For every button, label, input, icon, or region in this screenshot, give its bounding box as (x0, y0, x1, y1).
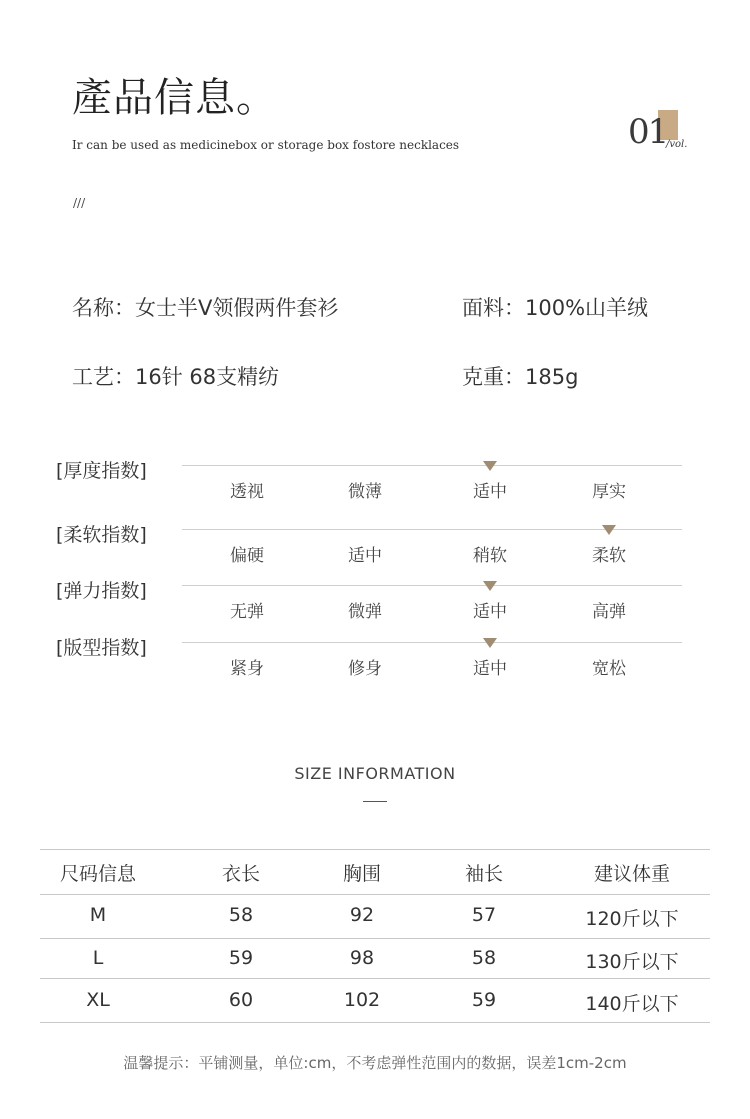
info-name: 名称：女士半V领假两件套衫 (72, 296, 339, 320)
table-header-cell: 袖长 (464, 863, 503, 885)
table-cell: 60 (228, 989, 254, 1011)
measurement-note: 温馨提示：平铺测量，单位:cm，不考虑弹性范围内的数据，误差1cm-2cm (123, 1054, 627, 1072)
table-cell: 130斤以下 (585, 951, 679, 973)
index-line (182, 585, 682, 586)
vol-number: 01 (628, 112, 668, 152)
index-option: 适中 (473, 602, 507, 622)
table-divider (40, 978, 710, 979)
decorative-slashes: /// (73, 196, 86, 210)
table-divider (40, 894, 710, 895)
index-option: 修身 (348, 659, 382, 679)
table-cell: 98 (349, 947, 375, 969)
table-cell: M (89, 904, 107, 926)
info-fabric: 面料：100%山羊绒 (462, 296, 649, 320)
table-cell: 120斤以下 (585, 908, 679, 930)
index-option: 柔软 (592, 546, 626, 566)
page-title: 產品信息。 (72, 75, 277, 121)
index-option: 透视 (230, 482, 264, 502)
table-cell: XL (86, 989, 110, 1011)
table-cell: 102 (343, 989, 381, 1011)
index-option: 宽松 (592, 659, 626, 679)
index-line (182, 642, 682, 643)
index-option: 高弹 (592, 602, 626, 622)
table-cell: 59 (471, 989, 497, 1011)
index-marker (483, 461, 497, 471)
index-option: 适中 (473, 659, 507, 679)
page-subtitle: Ir can be used as medicinebox or storage box fostore necklaces (72, 138, 460, 152)
info-craft: 工艺：16针 68支精纺 (72, 365, 280, 389)
table-divider (40, 1022, 710, 1023)
table-divider (40, 938, 710, 939)
table-cell: 58 (471, 947, 497, 969)
index-label: [版型指数] (56, 637, 147, 659)
table-header-cell: 建议体重 (593, 863, 670, 885)
table-header-cell: 衣长 (221, 863, 260, 885)
table-divider (40, 849, 710, 850)
index-option: 适中 (473, 482, 507, 502)
index-option: 厚实 (592, 482, 626, 502)
vol-label: /vol. (666, 139, 688, 150)
index-option: 紧身 (230, 659, 264, 679)
table-cell: 57 (471, 904, 497, 926)
index-option: 偏硬 (230, 546, 264, 566)
table-cell: 58 (228, 904, 254, 926)
index-option: 适中 (348, 546, 382, 566)
size-heading: SIZE INFORMATION (294, 764, 456, 783)
table-cell: 92 (349, 904, 375, 926)
index-label: [厚度指数] (56, 460, 147, 482)
table-cell: L (92, 947, 104, 969)
size-heading-dash (363, 801, 387, 802)
index-marker (483, 638, 497, 648)
index-marker (483, 581, 497, 591)
table-header-cell: 胸围 (342, 863, 381, 885)
table-header-cell: 尺码信息 (59, 863, 136, 885)
index-marker (602, 525, 616, 535)
index-label: [柔软指数] (56, 524, 147, 546)
table-cell: 140斤以下 (585, 993, 679, 1015)
index-option: 无弹 (230, 602, 264, 622)
index-option: 微弹 (348, 602, 382, 622)
index-option: 稍软 (473, 546, 507, 566)
table-cell: 59 (228, 947, 254, 969)
index-option: 微薄 (348, 482, 382, 502)
index-line (182, 465, 682, 466)
index-label: [弹力指数] (56, 580, 147, 602)
info-weight: 克重：185g (462, 365, 579, 389)
